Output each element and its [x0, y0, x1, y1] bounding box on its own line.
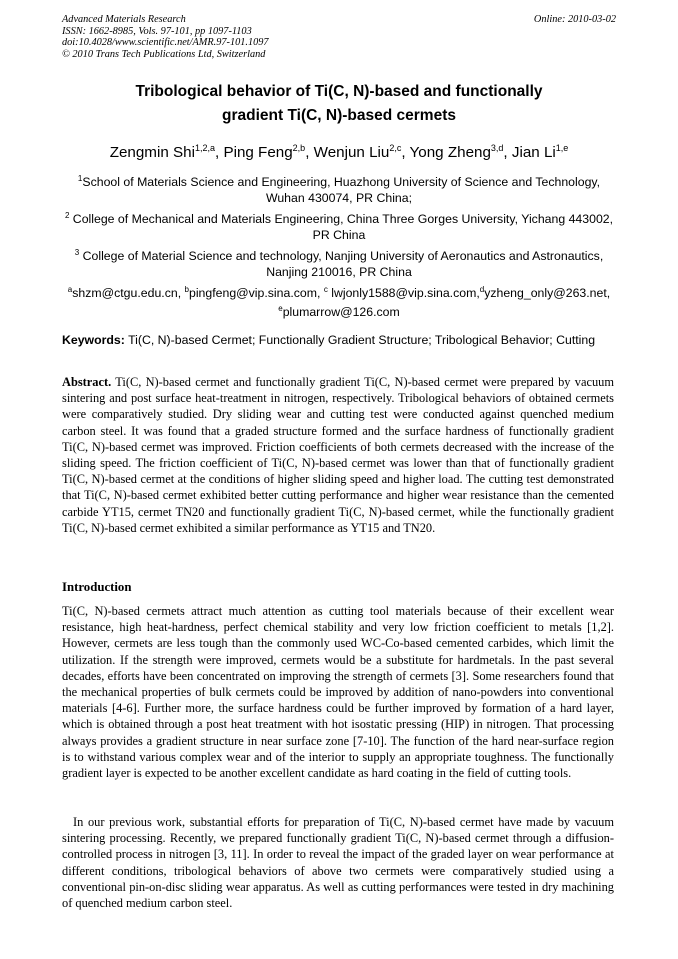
abstract	[62, 374, 614, 536]
journal-header	[62, 14, 269, 60]
author-emails: $^a$shzm@ctgu.edu.cn, $^b$pingfeng@vip.sina.com, $^c$ lwjonly1588@vip.sina.com,$^d$yzheng_only@263.net, $^e$plumarrow@126.com	[67, 285, 611, 320]
title-line-2: gradient Ti(C, N)-based cermets	[222, 107, 456, 124]
keywords-text: Ti(C, N)-based Cermet; Functionally Gradient Structure; Tribological Behavior; Cutting	[124, 333, 596, 347]
abstract-label: Abstract.	[62, 375, 112, 389]
author: Yong Zheng$^{3,d}$,	[409, 143, 512, 162]
author: Zengmin Shi$^{1,2,a}$,	[109, 143, 224, 162]
journal-issn: ISSN: 1662-8985, Vols. 97-101, pp 1097-1103	[62, 25, 252, 37]
keywords-label: Keywords:	[62, 333, 125, 347]
affiliation-1: $^1$School of Materials Science and Engineering, Huazhong University of Science and Technology, Wuhan 430074, PR China;	[77, 174, 601, 206]
journal-doi[interactable]: doi:10.4028/www.scientific.net/AMR.97-101.1097	[62, 37, 269, 49]
author: Jian Li$^{1,e}$	[511, 143, 569, 162]
email-link[interactable]: pingfeng@vip.sina.com,	[188, 286, 324, 301]
email-link[interactable]: yzheng_only@263.net,	[484, 286, 611, 301]
email-link[interactable]: lwjonly1588@vip.sina.com,	[327, 286, 480, 301]
title-line-1: Tribological behavior of Ti(C, N)-based and functionally	[135, 83, 543, 100]
affiliation-3: $^3$ College of Material Science and technology, Nanjing University of Aeronautics and Astronautics, Nanjing 210016, PR China	[74, 248, 604, 280]
author-list	[0, 138, 678, 163]
author: Wenjun Liu$^{2,c}$,	[313, 143, 410, 162]
section-heading-introduction: Introduction	[62, 580, 132, 594]
introduction-paragraph-1: Ti(C, N)-based cermets attract much attention as cutting tool materials because of their excellent wear resistance, high heat-hardness, perfect chemical stability and very low friction coefficient to metals [1,2]. However, cermets are less tough than the commonly used WC-Co-based cemented carbides, which limit the utilization. If the strength were improved, cermets would be a substitute for hardmetals. In the past several decades, efforts have been concentrated on improving the strength of cermets [3]. Some researchers found that the mechanical properties of bulk cermets could be improved by addition of nano-powders into conventional materials [4-6]. Further more, the surface hardness could be further improved by formation of a hard layer, which is obtained through a post heat treatment with hot isostatic pressing (HIP) in nitrogen. That processing always provides a gradient structure in near surface zone [7-10]. The function of the hard near-surface region is to withstand various complex wear and of the interior to supply an appropriate toughness. The functionally gradient layer is expected to be another excellent candidate as hard coating in the field of cutting tools.	[62, 604, 614, 781]
email-link[interactable]: shzm@ctgu.edu.cn,	[72, 286, 185, 301]
paper-title	[0, 80, 678, 128]
affiliation-2: $^2$ College of Mechanical and Materials Engineering, China Three Gorges University, Yichang 443002, PR China	[64, 211, 614, 243]
email-link[interactable]: plumarrow@126.com	[282, 305, 400, 320]
author: Ping Feng$^{2,b}$,	[223, 143, 314, 162]
journal-name: Advanced Materials Research	[62, 14, 186, 25]
abstract-text: Ti(C, N)-based cermet and functionally gradient Ti(C, N)-based cermet were prepared by vacuum sintering and post surface heat-treatment in nitrogen, respectively. Tribological behaviors of obtained cermets were comparatively studied. Dry sliding wear and cutting test were conducted against quenched medium carbon steel. It was found that a graded structure formed and the surface hardness of functionally gradient Ti(C, N)-based cermet was improved. Friction coefficients of both cermets decreased with the increase of the sliding speed. The friction coefficient of Ti(C, N)-based cermet was lower than that of functionally gradient Ti(C, N)-based cermet at the conditions of higher sliding speed and higher load. The cutting test demonstrated that Ti(C, N)-based cermet exhibited better cutting performance and higher wear resistance than the cemented carbide YT15, cermet TN20 and functionally gradient Ti(C, N)-based cermet, while the functionally gradient Ti(C, N)-based cermet exhibited a similar performance as YT15 and TN20.	[62, 375, 614, 535]
introduction-paragraph-2: In our previous work, substantial efforts for preparation of Ti(C, N)-based cermet have made by vacuum sintering processing. Recently, we prepared functionally gradient Ti(C, N)-based cermet through a diffusion-controlled process in nitrogen [3, 11]. In order to reveal the impact of the graded layer on wear performance at different conditions, tribological behaviors of above two cermets were comparatively studied using a conventional pin-on-disc sliding wear apparatus. As well as cutting performances were tested in dry machining of quenched medium carbon steel.	[62, 815, 614, 911]
online-date: Online: 2010-03-02	[533, 14, 616, 25]
journal-copyright: © 2010 Trans Tech Publications Ltd, Switzerland	[62, 48, 266, 60]
keywords	[62, 332, 622, 348]
